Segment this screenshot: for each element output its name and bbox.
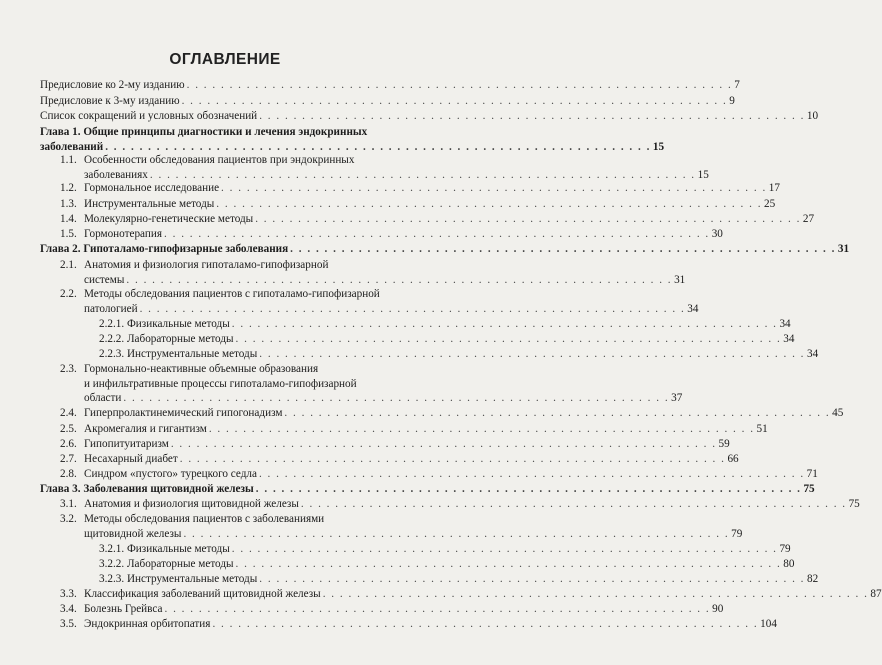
- toc-entry-text: 2.2.3. Инструментальные методы: [99, 348, 258, 360]
- toc-entry-text: Список сокращений и условных обозначений: [40, 110, 258, 122]
- toc-number-text: 3.4.: [60, 603, 77, 615]
- toc-number-text: 1.3.: [60, 198, 77, 210]
- toc-number-text: 2.3.: [60, 363, 77, 375]
- toc-entry[interactable]: [0, 467, 818, 481]
- toc-entry-text: Гормональное исследование: [84, 182, 220, 194]
- toc-entry[interactable]: [0, 557, 795, 571]
- toc-entry-text: Предисловие ко 2-му изданию: [40, 79, 185, 91]
- toc-page-number: 34: [779, 318, 791, 330]
- toc-entry-text: Синдром «пустого» турецкого седла: [84, 468, 257, 480]
- toc-dot-leader: . . . . . . . . . . . . . . . . . . . . . . . . . . . . . . . . . . . . . . . . . . . . . . . . . . . . . . . . . . . . . . . .: [164, 603, 711, 615]
- toc-dot-leader: . . . . . . . . . . . . . . . . . . . . . . . . . . . . . . . . . . . . . . . . . . . . . . . . . . . . . . . . . . . . . . . .: [322, 588, 869, 600]
- toc-entry-text: заболеваний: [40, 140, 104, 153]
- toc-dot-leader: . . . . . . . . . . . . . . . . . . . . . . . . . . . . . . . . . . . . . . . . . . . . . . . . . . . . . . . . . . . . . . . .: [259, 573, 805, 585]
- toc-dot-leader: . . . . . . . . . . . . . . . . . . . . . . . . . . . . . . . . . . . . . . . . . . . . . . . . . . . . . . . . . . . . . . . .: [235, 558, 782, 570]
- toc-number-text: 3.5.: [60, 618, 77, 630]
- toc-number-text: 3.1.: [60, 498, 77, 510]
- toc-number-text: 1.4.: [60, 213, 77, 225]
- toc-entry-text: патологией: [84, 302, 138, 315]
- toc-dot-leader: . . . . . . . . . . . . . . . . . . . . . . . . . . . . . . . . . . . . . . . . . . . . . . . . . . . . . . . . . . . . . . . .: [216, 198, 762, 210]
- toc-entry[interactable]: [0, 406, 844, 420]
- toc-page-number: 66: [727, 453, 739, 465]
- toc-dot-leader: . . . . . . . . . . . . . . . . . . . . . . . . . . . . . . . . . . . . . . . . . . . . . . . . . . . . . . . . . . . . . . . .: [208, 423, 755, 435]
- toc-number-text: 2.4.: [60, 407, 77, 419]
- toc-dot-leader: . . . . . . . . . . . . . . . . . . . . . . . . . . . . . . . . . . . . . . . . . . . . . . . . . . . . . . . . . . . . . . . .: [164, 228, 710, 240]
- toc-page-number: 30: [711, 228, 723, 240]
- toc-entry-text: 3.2.2. Лабораторные методы: [99, 558, 234, 570]
- toc-entry[interactable]: [0, 94, 735, 108]
- toc-entry-text: Гипопитуитаризм: [84, 438, 169, 450]
- toc-entry[interactable]: [0, 617, 777, 631]
- toc-number-text: 1.5.: [60, 228, 77, 240]
- toc-dot-leader: . . . . . . . . . . . . . . . . . . . . . . . . . . . . . . . . . . . . . . . . . . . . . . . . . . . . . . . . . . . . . . . .: [258, 468, 805, 480]
- toc-page-number: 17: [768, 182, 780, 194]
- toc-dot-leader: . . . . . . . . . . . . . . . . . . . . . . . . . . . . . . . . . . . . . . . . . . . . . . . . . . . . . . . . . . . . . . . .: [221, 182, 767, 194]
- toc-entry-text: Несахарный диабет: [84, 453, 178, 465]
- toc-page-number: 7: [734, 79, 740, 91]
- toc-entry-text: 2.2.2. Лабораторные методы: [99, 333, 234, 345]
- toc-entry[interactable]: [0, 302, 699, 316]
- toc-page-number: 45: [832, 407, 844, 419]
- toc-entry-line: [0, 377, 450, 391]
- toc-entry-text: 3.2.1. Физикальные методы: [99, 543, 230, 555]
- toc-number-text: 3.3.: [60, 588, 77, 600]
- toc-page-number: 71: [806, 468, 818, 480]
- toc-entry-text: Классификация заболеваний щитовидной железы: [84, 588, 321, 600]
- toc-entry[interactable]: [0, 602, 724, 616]
- toc-page-number: 75: [848, 498, 860, 510]
- toc-entry[interactable]: [0, 242, 850, 256]
- toc-dot-leader: . . . . . . . . . . . . . . . . . . . . . . . . . . . . . . . . . . . . . . . . . . . . . . . . . . . . . . . . . . . . . . . .: [255, 483, 802, 495]
- toc-entry-text: Гиперпролактинемический гипогонадизм: [84, 407, 283, 419]
- toc-dot-leader: . . . . . . . . . . . . . . . . . . . . . . . . . . . . . . . . . . . . . . . . . . . . . . . . . . . . . . . . . . . . . . . .: [300, 498, 847, 510]
- toc-page-number: 15: [652, 140, 665, 153]
- toc-entry[interactable]: [0, 587, 882, 601]
- toc-entry[interactable]: [0, 140, 665, 154]
- toc-entry-text: Методы обследования пациентов с гипоталамо-гипофизарной: [84, 288, 380, 300]
- toc-dot-leader: . . . . . . . . . . . . . . . . . . . . . . . . . . . . . . . . . . . . . . . . . . . . . . . . . . . . . . . . . . . . . . . .: [105, 140, 651, 153]
- toc-page-number: 9: [729, 95, 735, 107]
- toc-entry-text: Молекулярно-генетические методы: [84, 213, 254, 225]
- toc-entry-text: Болезнь Грейвса: [84, 603, 163, 615]
- toc-entry[interactable]: [0, 422, 768, 436]
- toc-dot-leader: . . . . . . . . . . . . . . . . . . . . . . . . . . . . . . . . . . . . . . . . . . . . . . . . . . . . . . . . . . . . . . . .: [126, 273, 673, 286]
- toc-page-number: 87: [870, 588, 882, 600]
- toc-page-number: 90: [712, 603, 724, 615]
- toc-number-text: 2.5.: [60, 423, 77, 435]
- toc-entry[interactable]: [0, 181, 780, 195]
- toc-page-number: 34: [806, 348, 819, 360]
- toc-dot-leader: . . . . . . . . . . . . . . . . . . . . . . . . . . . . . . . . . . . . . . . . . . . . . . . . . . . . . . . . . . . . . . . .: [179, 453, 726, 465]
- toc-dot-leader: . . . . . . . . . . . . . . . . . . . . . . . . . . . . . . . . . . . . . . . . . . . . . . . . . . . . . . . . . . . . . . . .: [259, 348, 805, 360]
- toc-dot-leader: . . . . . . . . . . . . . . . . . . . . . . . . . . . . . . . . . . . . . . . . . . . . . . . . . . . . . . . . . . . . . . . .: [170, 438, 717, 450]
- toc-entry-line: [0, 125, 450, 139]
- toc-entry[interactable]: [0, 109, 819, 123]
- toc-entry-text: Глава 3. Заболевания щитовидной железы: [40, 483, 254, 495]
- toc-dot-leader: . . . . . . . . . . . . . . . . . . . . . . . . . . . . . . . . . . . . . . . . . . . . . . . . . . . . . . . . . . . . . . . .: [235, 333, 782, 345]
- toc-entry-text: системы: [84, 273, 125, 286]
- toc-page-number: 59: [718, 438, 730, 450]
- toc-entry[interactable]: [0, 497, 860, 511]
- toc-page-number: 34: [687, 302, 699, 315]
- toc-entry[interactable]: [0, 572, 819, 586]
- toc-entry-text: Предисловие к 3-му изданию: [40, 95, 180, 107]
- toc-title: ОГЛАВЛЕНИЕ: [169, 51, 281, 68]
- toc-dot-leader: . . . . . . . . . . . . . . . . . . . . . . . . . . . . . . . . . . . . . . . . . . . . . . . . . . . . . . . . . . . . . . . .: [181, 95, 728, 107]
- toc-dot-leader: . . . . . . . . . . . . . . . . . . . . . . . . . . . . . . . . . . . . . . . . . . . . . . . . . . . . . . . . . . . . . . . .: [231, 543, 778, 555]
- toc-dot-leader: . . . . . . . . . . . . . . . . . . . . . . . . . . . . . . . . . . . . . . . . . . . . . . . . . . . . . . . . . . . . . . . .: [231, 318, 778, 330]
- toc-entry-text: Анатомия и физиология гипоталамо-гипофизарной: [84, 259, 329, 271]
- toc-page-number: 80: [783, 558, 795, 570]
- toc-page-number: 82: [806, 573, 819, 585]
- toc-entry[interactable]: [0, 437, 730, 451]
- toc-page-number: 31: [674, 273, 686, 286]
- toc-entry-text: Глава 2. Гипоталамо-гипофизарные заболевания: [40, 243, 289, 255]
- toc-entry-text: Особенности обследования пациентов при эндокринных: [84, 154, 355, 166]
- toc-page-number: 27: [802, 213, 815, 225]
- toc-entry[interactable]: [0, 78, 740, 92]
- toc-entry[interactable]: [0, 542, 791, 556]
- toc-entry-text: Глава 1. Общие принципы диагностики и лечения эндокринных: [40, 126, 368, 138]
- toc-entry-text: Эндокринная орбитопатия: [84, 618, 211, 630]
- toc-dot-leader: . . . . . . . . . . . . . . . . . . . . . . . . . . . . . . . . . . . . . . . . . . . . . . . . . . . . . . . . . . . . . . . .: [255, 213, 801, 225]
- toc-entry[interactable]: [0, 391, 683, 405]
- toc-entry-text: 3.2.3. Инструментальные методы: [99, 573, 258, 585]
- toc-number-text: 1.2.: [60, 182, 77, 194]
- toc-entry-text: Гормонально-неактивные объемные образования: [84, 363, 319, 375]
- toc-entry[interactable]: [0, 227, 723, 241]
- toc-dot-leader: . . . . . . . . . . . . . . . . . . . . . . . . . . . . . . . . . . . . . . . . . . . . . . . . . . . . . . . . . . . . . . . .: [149, 168, 696, 181]
- toc-page-number: 51: [756, 423, 768, 435]
- toc-page-number: 104: [760, 618, 777, 630]
- toc-entry[interactable]: [0, 332, 795, 346]
- toc-dot-leader: . . . . . . . . . . . . . . . . . . . . . . . . . . . . . . . . . . . . . . . . . . . . . . . . . . . . . . . . . . . . . . . .: [186, 79, 733, 91]
- toc-entry[interactable]: [0, 482, 815, 496]
- toc-dot-leader: . . . . . . . . . . . . . . . . . . . . . . . . . . . . . . . . . . . . . . . . . . . . . . . . . . . . . . . . . . . . . . . .: [183, 527, 730, 540]
- toc-page-number: 31: [837, 243, 850, 255]
- toc-entry[interactable]: [0, 317, 791, 331]
- toc-entry[interactable]: [0, 212, 815, 226]
- toc-entry[interactable]: [0, 273, 686, 287]
- toc-number-text: 2.7.: [60, 453, 77, 465]
- toc-number-text: 2.1.: [60, 259, 77, 271]
- toc-entry-text: Акромегалия и гигантизм: [84, 423, 207, 435]
- toc-number-text: 2.2.: [60, 288, 77, 300]
- toc-dot-leader: . . . . . . . . . . . . . . . . . . . . . . . . . . . . . . . . . . . . . . . . . . . . . . . . . . . . . . . . . . . . . . . .: [212, 618, 759, 630]
- toc-entry-text: 2.2.1. Физикальные методы: [99, 318, 230, 330]
- toc-entry-line: [0, 362, 450, 376]
- toc-entry[interactable]: [0, 527, 743, 541]
- toc-entry-line: [0, 512, 450, 526]
- toc-dot-leader: . . . . . . . . . . . . . . . . . . . . . . . . . . . . . . . . . . . . . . . . . . . . . . . . . . . . . . . . . . . . . . . .: [123, 392, 670, 405]
- toc-dot-leader: . . . . . . . . . . . . . . . . . . . . . . . . . . . . . . . . . . . . . . . . . . . . . . . . . . . . . . . . . . . . . . . .: [139, 302, 686, 315]
- toc-dot-leader: . . . . . . . . . . . . . . . . . . . . . . . . . . . . . . . . . . . . . . . . . . . . . . . . . . . . . . . . . . . . . . . .: [290, 243, 836, 255]
- toc-entry-line: [0, 258, 450, 272]
- toc-number-text: 2.8.: [60, 468, 77, 480]
- toc-page-number: 10: [806, 110, 819, 122]
- toc-dot-leader: . . . . . . . . . . . . . . . . . . . . . . . . . . . . . . . . . . . . . . . . . . . . . . . . . . . . . . . . . . . . . . . .: [284, 407, 831, 419]
- toc-page-number: 15: [697, 168, 709, 181]
- toc-entry-text: заболеваниях: [84, 168, 148, 181]
- toc-entry[interactable]: [0, 347, 819, 361]
- toc-entry-text: Анатомия и физиология щитовидной железы: [84, 498, 299, 510]
- toc-page-number: 79: [731, 527, 743, 540]
- toc-entry[interactable]: [0, 197, 776, 211]
- toc-entry-text: Инструментальные методы: [84, 198, 215, 210]
- toc-entry-line: [0, 287, 450, 301]
- toc-number-text: 1.1.: [60, 154, 77, 166]
- toc-entry[interactable]: [0, 168, 709, 182]
- toc-page-number: 34: [783, 333, 795, 345]
- toc-page-number: 25: [764, 198, 776, 210]
- toc-number-text: 2.6.: [60, 438, 77, 450]
- toc-page-number: 37: [671, 392, 683, 405]
- toc-entry-line: [0, 153, 450, 167]
- toc-entry-text: Гормонотерапия: [84, 228, 162, 240]
- toc-entry-text: области: [84, 392, 122, 405]
- toc-entry-text: щитовидной железы: [84, 527, 182, 540]
- toc-entry-text: Методы обследования пациентов с заболеваниями: [84, 513, 325, 525]
- toc-dot-leader: . . . . . . . . . . . . . . . . . . . . . . . . . . . . . . . . . . . . . . . . . . . . . . . . . . . . . . . . . . . . . . . .: [259, 110, 805, 122]
- toc-entry[interactable]: [0, 452, 739, 466]
- toc-page-number: 75: [803, 483, 815, 495]
- toc-entry-text: и инфильтративные процессы гипоталамо-гипофизарной: [84, 377, 357, 390]
- toc-number-text: 3.2.: [60, 513, 77, 525]
- toc-page-number: 79: [779, 543, 791, 555]
